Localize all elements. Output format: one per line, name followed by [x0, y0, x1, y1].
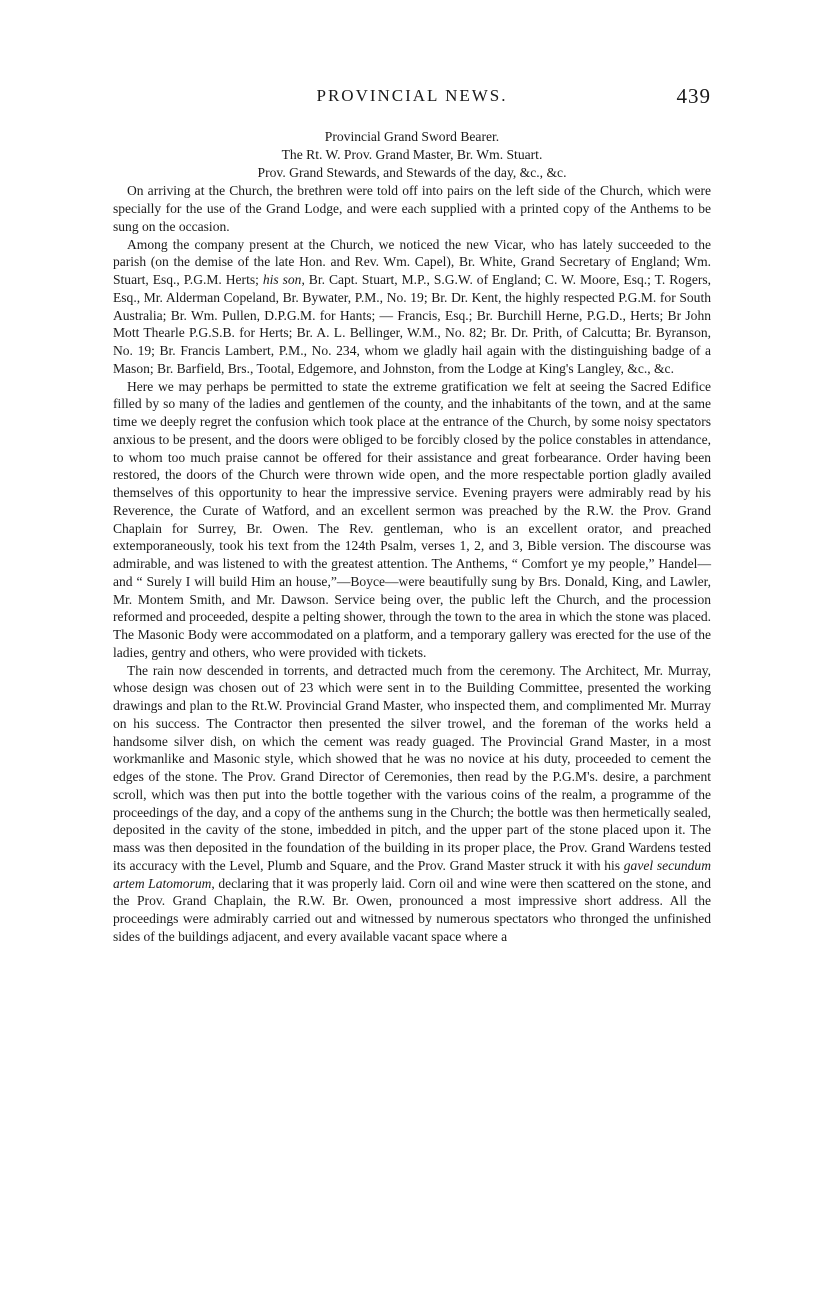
paragraph-text: The rain now descended in torrents, and detracted much from the ceremony. The Architect, Mr. Murray, whose design was chosen out of 23 which were sent in to the Building Committee, presented the working drawings and plan to the Rt.W. Provincial Grand Master, who inspected them, and complimented Mr. Murray on his success. The Contractor then presented the silver trowel, and the foreman of the works held a handsome silver dish, on which the cement was ready guaged. The Provincial Grand Master, in a most workmanlike and Masonic style, which showed that he was no novice at his duty, proceeded to cement the edges of the stone. The Prov. Grand Director of Ceremonies, then read by the P.G.M's. desire, a parchment scroll, which was then put into the bottle together with the various coins of the realm, a programme of the proceedings of the day, and a copy of the anthems sung in the Church; the bottle was then hermetically sealed, deposited in the cavity of the stone, imbedded in pitch, and the upper part of the stone placed upon it. The mass was then deposited in the foundation of the building in its proper place, the Prov. Grand Wardens tested its accuracy with the Level, Plumb and Square, and the Prov. Grand Master struck it with his — [113, 662, 711, 873]
paragraph-service: Here we may perhaps be permitted to state the extreme gratification we felt at seeing the Sacred Edifice filled by so many of the ladies and gentlemen of the county, and the inhabitants of the town, and at the same time we deeply regret the confusion which took place at the entrance of the Church, by some noisy spectators anxious to be present, and the doors were obliged to be forcibly closed by the police constables in attendance, to whom too much praise cannot be offered for their assistance and great forbearance. Order having been restored, the doors of the Church were thrown wide open, and the more respectable portion gladly availed themselves of this opportunity to hear the impressive service. Evening prayers were admirably read by his Reverence, the Curate of Watford, and an excellent sermon was preached by the R.W. the Prov. Grand Chaplain for Surrey, Br. Owen. The Rev. gentleman, who is an excellent orator, and preached extemporaneously, took his text from the 124th Psalm, verses 1, 2, and 3, Bible version. The discourse was admirable, and was listened to with the greatest attention. The Anthems, “ Comfort ye my people,” Handel—and “ Surely I will build Him an house,”—Boyce—were beautifully sung by Brs. Donald, King, and Lawler, Mr. Montem Smith, and Mr. Dawson. Service being over, the public left the Church, and the procession reformed and proceeded, despite a pelting shower, through the town to the area in which the stone was placed. The Masonic Body were accommodated on a platform, and a temporary gallery was erected for the use of the ladies, gentry and others, who were provided with tickets. — [113, 378, 711, 660]
paragraph-company — [113, 236, 711, 378]
running-title: PROVINCIAL NEWS. — [316, 86, 508, 105]
italic-phrase: gavel secundum artem Latomorum — [113, 857, 711, 891]
procession-line: The Rt. W. Prov. Grand Master, Br. Wm. Stuart. — [281, 146, 543, 162]
italic-phrase: his son — [262, 272, 302, 288]
running-header — [113, 84, 711, 112]
paragraph-arrival: On arriving at the Church, the brethren were told off into pairs on the left side of the Church, which were specially for the use of the Grand Lodge, and were each supplied with a printed copy of the Anthems to be sung on the occasion. — [113, 183, 711, 234]
paragraph-text: , declaring that it was properly laid. Corn oil and wine were then scattered on the stone, and the Prov. Grand Chaplain, the R.W. Br. Owen, pronounced a most impressive short address. All the proceedings were admirably carried out and witnessed by numerous spectators who thronged the unfinished sides of the buildings adjacent, and every available vacant space where a — [113, 875, 711, 944]
paragraph-ceremony — [113, 662, 711, 946]
page-content — [113, 84, 711, 946]
paragraph-text: , Br. Capt. Stuart, M.P., S.G.W. of England; C. W. Moore, Esq.; T. Rogers, Esq., Mr. Alderman Copeland, Br. Bywater, P.M., No. 19; Br. Dr. Kent, the highly respected P.G.M. for South Australia; Br. Wm. Pullen, D.P.G.M. for Hants; — Francis, Esq.; Br. Burchill Herne, P.G.D., Herts; Br John Mott Thearle P.G.S.B. for Herts; Br. A. L. Bellinger, W.M., No. 82; Br. Dr. Prith, of Calcutta; Br. Byranson, No. 19; Br. Francis Lambert, P.M., No. 234, whom we gladly hail again with the distinguishing badge of a Mason; Br. Barfield, Brs., Tootal, Edgemore, and Johnston, from the Lodge at King's Langley, &c., &c. — [113, 272, 712, 376]
paragraph-text: Among the company present at the Church, we noticed the new Vicar, who has lately succeeded to the parish (on the demise of the late Hon. and Rev. Wm. Capel), Br. White, Grand Secretary of England; Wm. Stuart, Esq., P.G.M. Herts; — [113, 236, 711, 288]
procession-line: Provincial Grand Sword Bearer. — [324, 129, 500, 144]
procession-line: Prov. Grand Stewards, and Stewards of the day, &c., &c. — [257, 164, 567, 180]
procession-list — [113, 128, 711, 181]
page-number: 439 — [676, 84, 711, 108]
